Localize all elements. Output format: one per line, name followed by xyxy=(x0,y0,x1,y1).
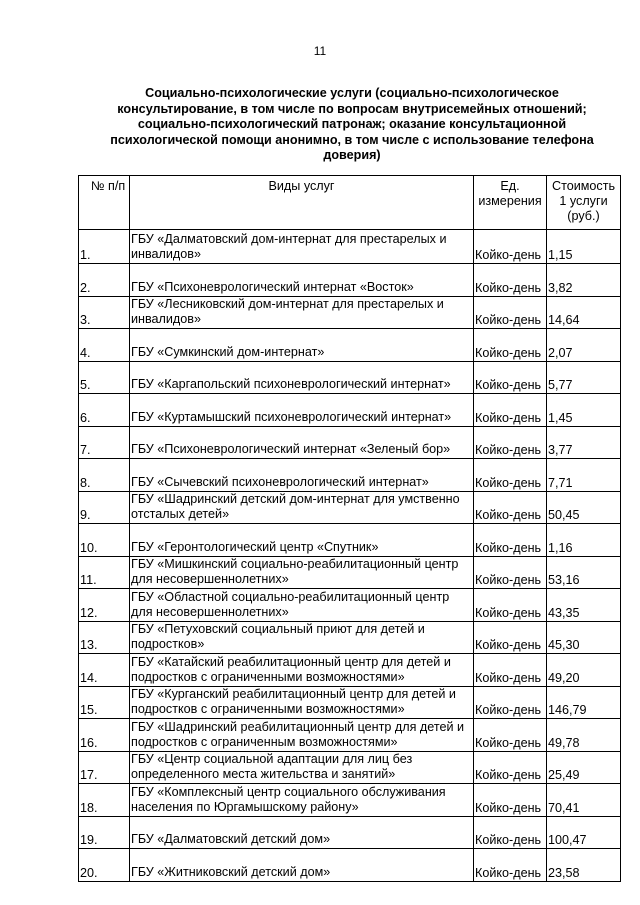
row-cost: 146,79 xyxy=(547,686,621,719)
row-cost: 70,41 xyxy=(547,784,621,817)
header-unit: Ед. измерения xyxy=(474,176,547,230)
table-row xyxy=(79,426,621,459)
row-num: 10. xyxy=(79,524,130,557)
table-row xyxy=(79,329,621,362)
table-header-row xyxy=(79,176,621,230)
row-num: 19. xyxy=(79,816,130,849)
row-unit: Койко-день xyxy=(474,329,547,362)
table-row xyxy=(79,621,621,654)
table-row xyxy=(79,784,621,817)
table-row xyxy=(79,459,621,492)
row-num: 11. xyxy=(79,556,130,589)
row-name: ГБУ «Психоневрологический интернат «Восток» xyxy=(130,264,474,297)
row-cost: 14,64 xyxy=(547,296,621,329)
row-unit: Койко-день xyxy=(474,719,547,752)
row-cost: 7,71 xyxy=(547,459,621,492)
table-row xyxy=(79,589,621,622)
row-name: ГБУ «Геронтологический центр «Спутник» xyxy=(130,524,474,557)
row-num: 2. xyxy=(79,264,130,297)
row-num: 7. xyxy=(79,426,130,459)
row-name: ГБУ «Далматовский дом-интернат для престарелых и инвалидов» xyxy=(130,230,474,264)
row-unit: Койко-день xyxy=(474,296,547,329)
row-num: 12. xyxy=(79,589,130,622)
row-num: 15. xyxy=(79,686,130,719)
row-cost: 23,58 xyxy=(547,849,621,882)
row-num: 18. xyxy=(79,784,130,817)
row-cost: 1,45 xyxy=(547,394,621,427)
row-name: ГБУ «Областной социально-реабилитационный центр для несовершеннолетних» xyxy=(130,589,474,622)
row-unit: Койко-день xyxy=(474,784,547,817)
row-name: ГБУ «Лесниковский дом-интернат для престарелых и инвалидов» xyxy=(130,296,474,329)
row-unit: Койко-день xyxy=(474,654,547,687)
row-unit: Койко-день xyxy=(474,491,547,524)
row-num: 13. xyxy=(79,621,130,654)
row-name: ГБУ «Сычевский психоневрологический интернат» xyxy=(130,459,474,492)
row-num: 14. xyxy=(79,654,130,687)
row-name: ГБУ «Катайский реабилитационный центр для детей и подростков с ограниченными возможностями» xyxy=(130,654,474,687)
row-unit: Койко-день xyxy=(474,426,547,459)
row-name: ГБУ «Центр социальной адаптации для лиц без определенного места жительства и занятий» xyxy=(130,751,474,784)
row-cost: 50,45 xyxy=(547,491,621,524)
table-row xyxy=(79,524,621,557)
row-cost: 5,77 xyxy=(547,361,621,394)
row-name: ГБУ «Комплексный центр социального обслуживания населения по Юргамышскому району» xyxy=(130,784,474,817)
row-unit: Койко-день xyxy=(474,816,547,849)
row-name: ГБУ «Петуховский социальный приют для детей и подростков» xyxy=(130,621,474,654)
row-num: 6. xyxy=(79,394,130,427)
row-num: 20. xyxy=(79,849,130,882)
row-cost: 53,16 xyxy=(547,556,621,589)
row-cost: 3,77 xyxy=(547,426,621,459)
table-row xyxy=(79,264,621,297)
row-unit: Койко-день xyxy=(474,686,547,719)
table-row xyxy=(79,230,621,264)
row-name: ГБУ «Куртамышский психоневрологический интернат» xyxy=(130,394,474,427)
row-unit: Койко-день xyxy=(474,849,547,882)
row-name: ГБУ «Шадринский детский дом-интернат для умственно отсталых детей» xyxy=(130,491,474,524)
row-unit: Койко-день xyxy=(474,524,547,557)
row-cost: 100,47 xyxy=(547,816,621,849)
table-row xyxy=(79,751,621,784)
row-name: ГБУ «Шадринский реабилитационный центр для детей и подростков с ограниченным возможностями» xyxy=(130,719,474,752)
row-unit: Койко-день xyxy=(474,394,547,427)
table-row xyxy=(79,849,621,882)
row-num: 5. xyxy=(79,361,130,394)
services-table xyxy=(78,175,621,882)
row-name: ГБУ «Далматовский детский дом» xyxy=(130,816,474,849)
page-number: 11 xyxy=(313,44,327,58)
header-name: Виды услуг xyxy=(130,176,474,230)
table-row xyxy=(79,686,621,719)
row-cost: 43,35 xyxy=(547,589,621,622)
table-row xyxy=(79,394,621,427)
row-unit: Койко-день xyxy=(474,459,547,492)
row-num: 9. xyxy=(79,491,130,524)
row-cost: 3,82 xyxy=(547,264,621,297)
row-cost: 1,15 xyxy=(547,230,621,264)
row-cost: 25,49 xyxy=(547,751,621,784)
row-name: ГБУ «Курганский реабилитационный центр для детей и подростков с ограниченными возможностями» xyxy=(130,686,474,719)
table-row xyxy=(79,296,621,329)
table-row xyxy=(79,556,621,589)
row-unit: Койко-день xyxy=(474,556,547,589)
row-name: ГБУ «Каргапольский психоневрологический интернат» xyxy=(130,361,474,394)
row-unit: Койко-день xyxy=(474,621,547,654)
row-num: 8. xyxy=(79,459,130,492)
row-num: 17. xyxy=(79,751,130,784)
row-num: 3. xyxy=(79,296,130,329)
header-num: № п/п xyxy=(79,176,130,230)
table-row xyxy=(79,491,621,524)
row-name: ГБУ «Психоневрологический интернат «Зеленый бор» xyxy=(130,426,474,459)
row-num: 1. xyxy=(79,230,130,264)
section-title: Социально-психологические услуги (социально-психологическое консультирование, в том числе по вопросам внутрисемейных отношений; социально-психологический патронаж; оказание консультационной психологической помощи анонимно, в том числе с использование телефона доверия) xyxy=(110,86,594,162)
row-cost: 49,20 xyxy=(547,654,621,687)
header-cost: Стоимость 1 услуги (руб.) xyxy=(547,176,621,230)
row-unit: Койко-день xyxy=(474,751,547,784)
table-row xyxy=(79,654,621,687)
row-num: 4. xyxy=(79,329,130,362)
row-name: ГБУ «Сумкинский дом-интернат» xyxy=(130,329,474,362)
table-row xyxy=(79,719,621,752)
table-row xyxy=(79,816,621,849)
row-cost: 49,78 xyxy=(547,719,621,752)
row-cost: 1,16 xyxy=(547,524,621,557)
row-num: 16. xyxy=(79,719,130,752)
row-name: ГБУ «Житниковский детский дом» xyxy=(130,849,474,882)
row-unit: Койко-день xyxy=(474,264,547,297)
row-cost: 2,07 xyxy=(547,329,621,362)
table-row xyxy=(79,361,621,394)
row-unit: Койко-день xyxy=(474,230,547,264)
row-unit: Койко-день xyxy=(474,589,547,622)
row-cost: 45,30 xyxy=(547,621,621,654)
row-name: ГБУ «Мишкинский социально-реабилитационный центр для несовершеннолетних» xyxy=(130,556,474,589)
row-unit: Койко-день xyxy=(474,361,547,394)
